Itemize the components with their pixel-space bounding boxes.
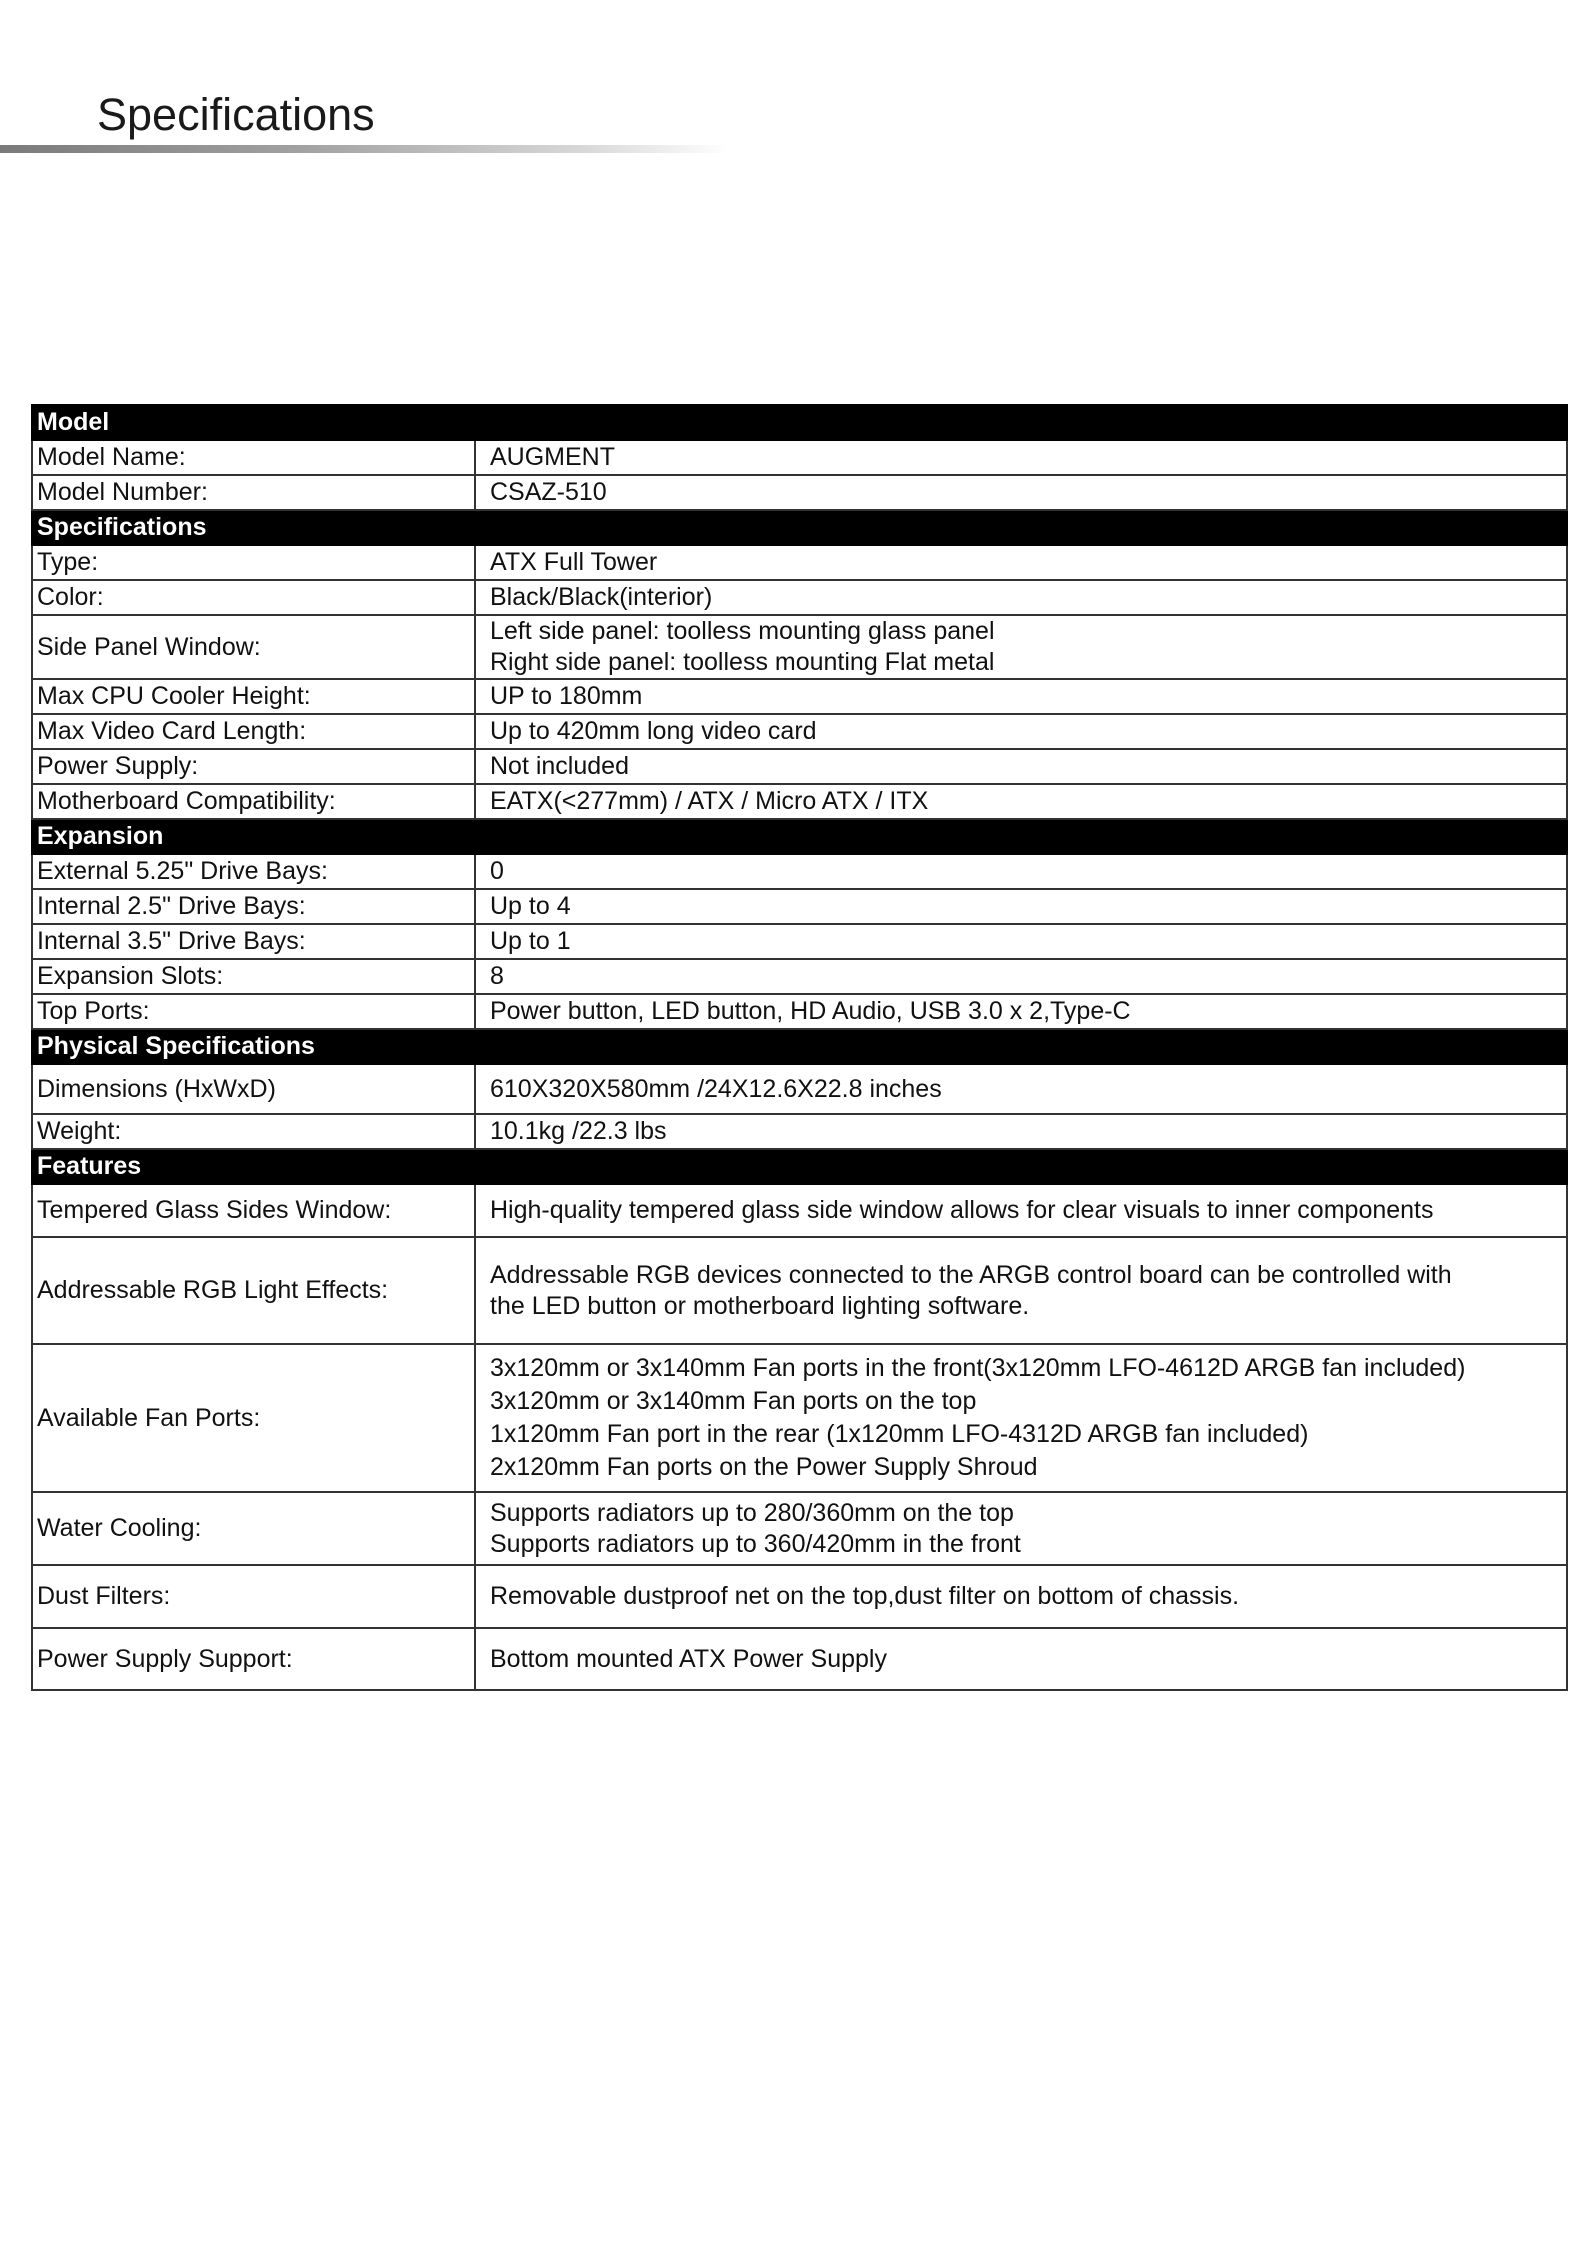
spec-value bbox=[475, 749, 1567, 784]
spec-value bbox=[475, 1114, 1567, 1149]
spec-value-line: 10.1kg /22.3 lbs bbox=[490, 1117, 667, 1145]
spec-label: Addressable RGB Light Effects: bbox=[32, 1237, 475, 1344]
spec-value-line: Not included bbox=[490, 752, 629, 780]
spec-value-line: Supports radiators up to 360/420mm in the front bbox=[490, 1529, 1021, 1558]
spec-value-line: Removable dustproof net on the top,dust filter on bottom of chassis. bbox=[490, 1582, 1240, 1610]
section-header-fill bbox=[475, 510, 1567, 545]
spec-label: External 5.25" Drive Bays: bbox=[32, 854, 475, 889]
spec-row bbox=[32, 959, 1567, 994]
section-header: Expansion bbox=[32, 819, 475, 854]
section-header: Specifications bbox=[32, 510, 475, 545]
spec-label: Max Video Card Length: bbox=[32, 714, 475, 749]
spec-label: Power Supply Support: bbox=[32, 1628, 475, 1690]
spec-value bbox=[475, 889, 1567, 924]
spec-row bbox=[32, 475, 1567, 510]
spec-label: Dust Filters: bbox=[32, 1565, 475, 1628]
spec-row bbox=[32, 1184, 1567, 1237]
spec-table-body bbox=[32, 405, 1567, 1690]
spec-value bbox=[475, 1565, 1567, 1628]
spec-label: Available Fan Ports: bbox=[32, 1344, 475, 1492]
spec-value bbox=[475, 545, 1567, 580]
spec-label: Color: bbox=[32, 580, 475, 615]
spec-value bbox=[475, 1492, 1567, 1565]
spec-value-line: Black/Black(interior) bbox=[490, 583, 713, 611]
spec-value bbox=[475, 994, 1567, 1029]
spec-value bbox=[475, 615, 1567, 679]
spec-value-line: EATX(<277mm) / ATX / Micro ATX / ITX bbox=[490, 787, 929, 815]
section-header-row bbox=[32, 1029, 1567, 1064]
spec-value bbox=[475, 440, 1567, 475]
spec-value bbox=[475, 854, 1567, 889]
spec-value-line: the LED button or motherboard lighting software. bbox=[490, 1291, 1030, 1320]
spec-value-line: Right side panel: toolless mounting Flat metal bbox=[490, 648, 995, 676]
spec-row bbox=[32, 749, 1567, 784]
section-header: Model bbox=[32, 405, 475, 440]
spec-row bbox=[32, 714, 1567, 749]
spec-label: Internal 3.5" Drive Bays: bbox=[32, 924, 475, 959]
spec-value bbox=[475, 679, 1567, 714]
spec-value-line: ATX Full Tower bbox=[490, 548, 658, 576]
section-header-fill bbox=[475, 1029, 1567, 1064]
spec-row bbox=[32, 440, 1567, 475]
spec-row bbox=[32, 1344, 1567, 1492]
spec-label: Side Panel Window: bbox=[32, 615, 475, 679]
spec-value-line: Left side panel: toolless mounting glass panel bbox=[490, 617, 995, 645]
section-header: Features bbox=[32, 1149, 475, 1184]
spec-row bbox=[32, 1628, 1567, 1690]
section-header-fill bbox=[475, 405, 1567, 440]
spec-value bbox=[475, 1344, 1567, 1492]
section-header-row bbox=[32, 405, 1567, 440]
spec-value-line: 3x120mm or 3x140mm Fan ports on the top bbox=[490, 1387, 977, 1415]
spec-value bbox=[475, 1184, 1567, 1237]
spec-label: Expansion Slots: bbox=[32, 959, 475, 994]
spec-label: Model Number: bbox=[32, 475, 475, 510]
spec-row bbox=[32, 1114, 1567, 1149]
spec-value-line: AUGMENT bbox=[490, 443, 615, 471]
spec-value-line: 1x120mm Fan port in the rear (1x120mm LFO-4312D ARGB fan included) bbox=[490, 1420, 1309, 1448]
page-title: Specifications bbox=[97, 89, 375, 140]
spec-row bbox=[32, 854, 1567, 889]
spec-value-line: Supports radiators up to 280/360mm on the top bbox=[490, 1498, 1014, 1527]
spec-value-line: Up to 4 bbox=[490, 892, 571, 920]
spec-label: Water Cooling: bbox=[32, 1492, 475, 1565]
spec-value-line: 2x120mm Fan ports on the Power Supply Shroud bbox=[490, 1453, 1038, 1481]
spec-value-line: 3x120mm or 3x140mm Fan ports in the front(3x120mm LFO-4612D ARGB fan included) bbox=[490, 1354, 1466, 1382]
spec-row bbox=[32, 889, 1567, 924]
spec-label: Tempered Glass Sides Window: bbox=[32, 1184, 475, 1237]
spec-row bbox=[32, 545, 1567, 580]
spec-row bbox=[32, 784, 1567, 819]
section-header-row bbox=[32, 819, 1567, 854]
spec-value bbox=[475, 959, 1567, 994]
spec-value-line: High-quality tempered glass side window allows for clear visuals to inner components bbox=[490, 1196, 1434, 1224]
spec-label: Motherboard Compatibility: bbox=[32, 784, 475, 819]
spec-label: Type: bbox=[32, 545, 475, 580]
title-underline bbox=[0, 145, 730, 153]
spec-value-line: Up to 1 bbox=[490, 927, 571, 955]
section-header: Physical Specifications bbox=[32, 1029, 475, 1064]
spec-row bbox=[32, 924, 1567, 959]
section-header-fill bbox=[475, 1149, 1567, 1184]
spec-row bbox=[32, 1492, 1567, 1565]
spec-label: Max CPU Cooler Height: bbox=[32, 679, 475, 714]
spec-label: Top Ports: bbox=[32, 994, 475, 1029]
spec-value bbox=[475, 475, 1567, 510]
spec-value bbox=[475, 784, 1567, 819]
spec-label: Power Supply: bbox=[32, 749, 475, 784]
spec-label: Dimensions (HxWxD) bbox=[32, 1064, 475, 1114]
spec-row bbox=[32, 679, 1567, 714]
spec-value bbox=[475, 714, 1567, 749]
spec-row bbox=[32, 1565, 1567, 1628]
spec-value-line: 610X320X580mm /24X12.6X22.8 inches bbox=[490, 1074, 942, 1103]
spec-row bbox=[32, 1237, 1567, 1344]
spec-value bbox=[475, 1064, 1567, 1114]
spec-value-line: 8 bbox=[490, 962, 504, 990]
spec-label: Internal 2.5" Drive Bays: bbox=[32, 889, 475, 924]
spec-value-line: CSAZ-510 bbox=[490, 478, 607, 506]
spec-row bbox=[32, 994, 1567, 1029]
section-header-row bbox=[32, 1149, 1567, 1184]
spec-label: Model Name: bbox=[32, 440, 475, 475]
spec-row bbox=[32, 1064, 1567, 1114]
spec-value bbox=[475, 1237, 1567, 1344]
spec-value-line: UP to 180mm bbox=[490, 682, 643, 710]
spec-value bbox=[475, 1628, 1567, 1690]
spec-table bbox=[31, 404, 1568, 1691]
spec-value-line: Up to 420mm long video card bbox=[490, 717, 817, 745]
spec-label: Weight: bbox=[32, 1114, 475, 1149]
spec-value-line: Bottom mounted ATX Power Supply bbox=[490, 1644, 887, 1673]
section-header-fill bbox=[475, 819, 1567, 854]
spec-value bbox=[475, 580, 1567, 615]
section-header-row bbox=[32, 510, 1567, 545]
spec-row bbox=[32, 615, 1567, 679]
spec-value-line: 0 bbox=[490, 857, 504, 885]
spec-row bbox=[32, 580, 1567, 615]
spec-value-line: Power button, LED button, HD Audio, USB 3.0 x 2,Type-C bbox=[490, 997, 1131, 1025]
spec-value bbox=[475, 924, 1567, 959]
spec-value-line: Addressable RGB devices connected to the ARGB control board can be controlled with bbox=[490, 1260, 1452, 1289]
